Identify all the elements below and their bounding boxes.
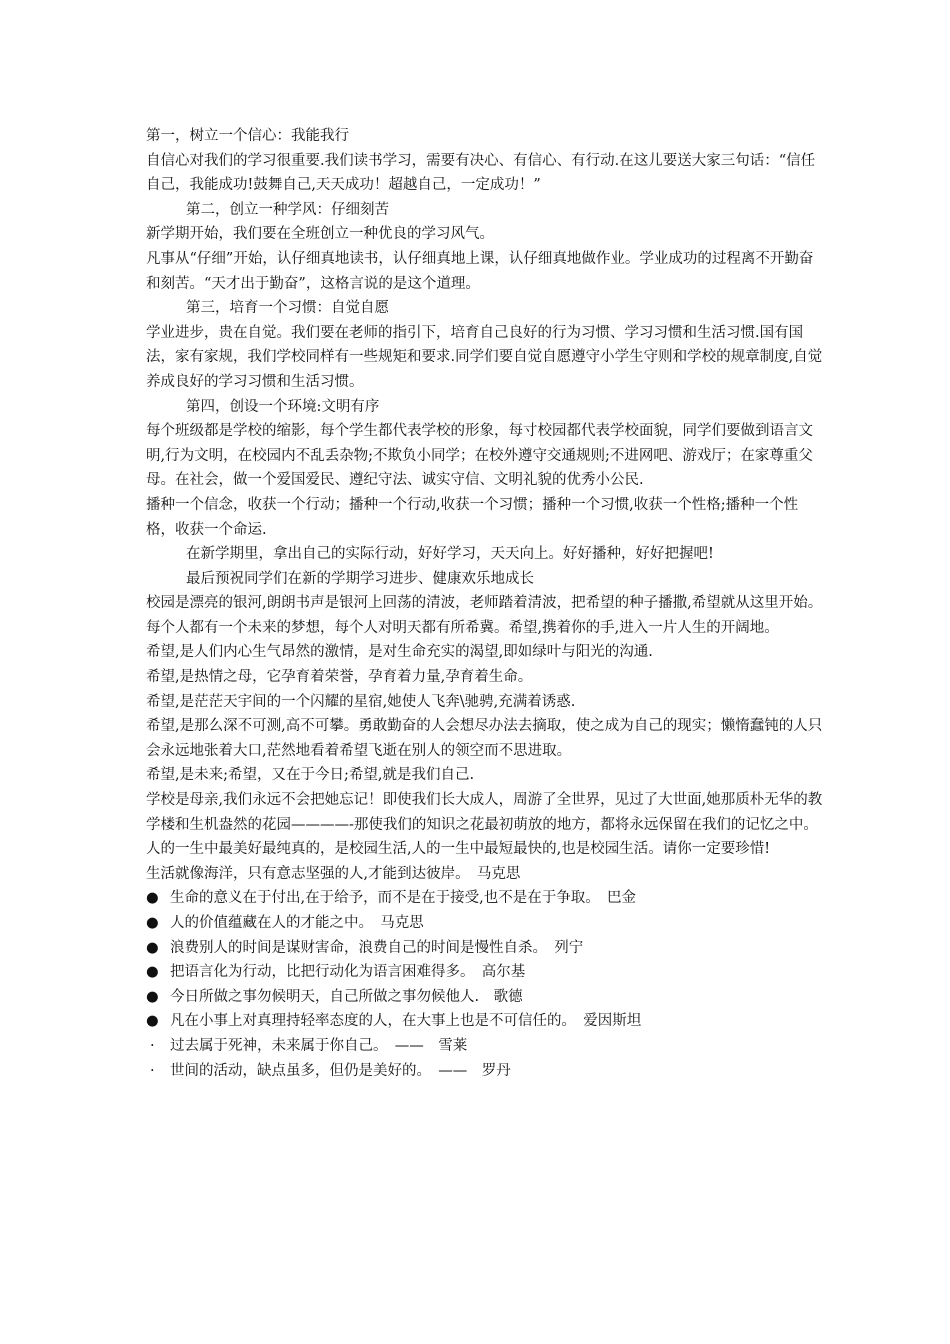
paragraph-campus-life: 人的一生中最美好最纯真的，是校园生活,人的一生中最短最快的,也是校园生活。请你一定要珍惜! — [146, 841, 771, 858]
document-page — [146, 124, 826, 1083]
bullet-icon: ● — [146, 890, 159, 907]
paragraph-careful: 凡事从“仔细”开始，认仔细真地读书，认仔细真地上课，认仔细真地做作业。学业成功的过程离不开勤奋和刻苦。“天才出于勤奋”，这格言说的是这个道理。 — [146, 250, 814, 292]
list-item — [146, 911, 826, 936]
quote-text: 过去属于死神，未来属于你自己。 —— 雪莱 — [170, 1037, 468, 1054]
paragraph-sow: 播种一个信念，收获一个行动；播种一个行动,收获一个习惯；播种一个习惯,收获一个性格;播种一个性格，收获一个命运. — [146, 496, 799, 538]
quote-text: 浪费别人的时间是谋财害命，浪费自己的时间是慢性自杀。 列宁 — [170, 939, 584, 956]
paragraph-environment: 每个班级都是学校的缩影，每个学生都代表学校的形象，每寸校园都代表学校面貌，同学们要做到语言文明,行为文明，在校园内不乱丢杂物;不欺负小同学；在校外遵守交通规则;不进网吧、游戏厅；在家尊重父母。在社会，做一个爱国爱民、遵纪守法、诚实守信、文明礼貌的优秀小公民. — [146, 423, 813, 489]
quote-text: 人的价值蕴藏在人的才能之中。 马克思 — [170, 915, 424, 931]
bullet-dot-icon: · — [150, 1037, 155, 1054]
heading-second: 第二，创立一种学风：仔细刻苦 — [186, 201, 389, 218]
paragraph-dream: 每个人都有一个未来的梦想，每个人对明天都有所希冀。希望,携着你的手,进入一片人生的开阔地。 — [146, 619, 779, 636]
bullet-icon: ● — [146, 915, 159, 931]
list-item — [146, 1009, 826, 1034]
list-item — [146, 985, 826, 1010]
bullet-dot-icon: · — [150, 1062, 155, 1079]
quote-text: 生命的意义在于付出,在于给予，而不是在于接受,也不是在于争取。 巴金 — [170, 890, 636, 907]
list-item — [146, 1059, 826, 1084]
bullet-icon: ● — [146, 1013, 159, 1030]
bullet-icon: ● — [146, 964, 159, 981]
bullet-icon: ● — [146, 939, 159, 956]
paragraph-new-semester: 新学期开始，我们要在全班创立一种优良的学习风气。 — [146, 226, 494, 243]
list-item — [146, 886, 826, 911]
bullet-icon: ● — [146, 988, 159, 1005]
quote-text: 世间的活动，缺点虽多，但仍是美好的。 —— 罗丹 — [170, 1062, 511, 1079]
paragraph-wishes: 最后预祝同学们在新的学期学习进步、健康欢乐地成长 — [186, 570, 534, 587]
paragraph-hope-passion: 希望,是人们内心生气昂然的激情，是对生命充实的渴望,即如绿叶与阳光的沟通. — [146, 644, 653, 661]
paragraph-hope-star: 希望,是茫茫天宇间的一个闪耀的星宿,她使人飞奔\驰骋,充满着诱惑. — [146, 693, 576, 710]
paragraph-school-mother: 学校是母亲,我们永远不会把她忘记！即使我们长大成人，周游了全世界，见过了大世面,她那质朴无华的教学楼和生机盎然的花园————-那使我们的知识之花最初萌放的地方，都将永远保留在我们的记忆之中。 — [146, 792, 823, 833]
quote-text: 今日所做之事勿候明天，自己所做之事勿候他人. 歌德 — [170, 988, 523, 1005]
paragraph-campus: 校园是漂亮的银河,朗朗书声是银河上回荡的清波，老师踏着清波，把希望的种子播撒,希望就从这里开始。 — [146, 595, 823, 612]
list-item — [146, 960, 826, 985]
heading-first: 第一，树立一个信心：我能我行 — [146, 128, 349, 144]
quote-text: 凡在小事上对真理持轻率态度的人，在大事上也是不可信任的。 爱因斯坦 — [170, 1013, 642, 1030]
paragraph-hope-future: 希望,是未来;希望，又在于今日;希望,就是我们自己. — [146, 767, 475, 784]
paragraph-confidence: 自信心对我们的学习很重要.我们读书学习，需要有决心、有信心、有行动.在这儿要送大家三句话：“信任自己，我能成功!鼓舞自己,天天成功！超越自己，一定成功！” — [146, 152, 816, 194]
paragraph-habits: 学业进步，贵在自觉。我们要在老师的指引下，培育自己良好的行为习惯、学习习惯和生活习惯.国有国法，家有家规，我们学校同样有一些规矩和要求.同学们要自觉自愿遵守小学生守则和学校的规章制度,自觉养成良好的学习习惯和生活习惯。 — [146, 324, 823, 390]
paragraph-action: 在新学期里，拿出自己的实际行动，好好学习，天天向上。好好播种，好好把握吧! — [186, 546, 714, 563]
quote-text: 把语言化为行动，比把行动化为语言困难得多。 高尔基 — [170, 964, 526, 981]
heading-third: 第三，培育一个习惯：自觉自愿 — [186, 300, 389, 317]
paragraph-hope-mother: 希望,是热情之母，它孕育着荣誉，孕育着力量,孕育着生命。 — [146, 669, 533, 686]
list-item — [146, 936, 826, 961]
heading-fourth: 第四，创设一个环境:文明有序 — [186, 398, 380, 415]
paragraph-ocean-quote: 生活就像海洋，只有意志坚强的人,才能到达彼岸。 马克思 — [146, 865, 521, 882]
list-item — [146, 1034, 826, 1059]
paragraph-hope-deep: 希望,是那么深不可测,高不可攀。勇敢勤奋的人会想尽办法去摘取，使之成为自己的现实；懒惰蠢钝的人只会永远地张着大口,茫然地看着希望飞逝在别人的领空而不思进取。 — [146, 718, 823, 759]
